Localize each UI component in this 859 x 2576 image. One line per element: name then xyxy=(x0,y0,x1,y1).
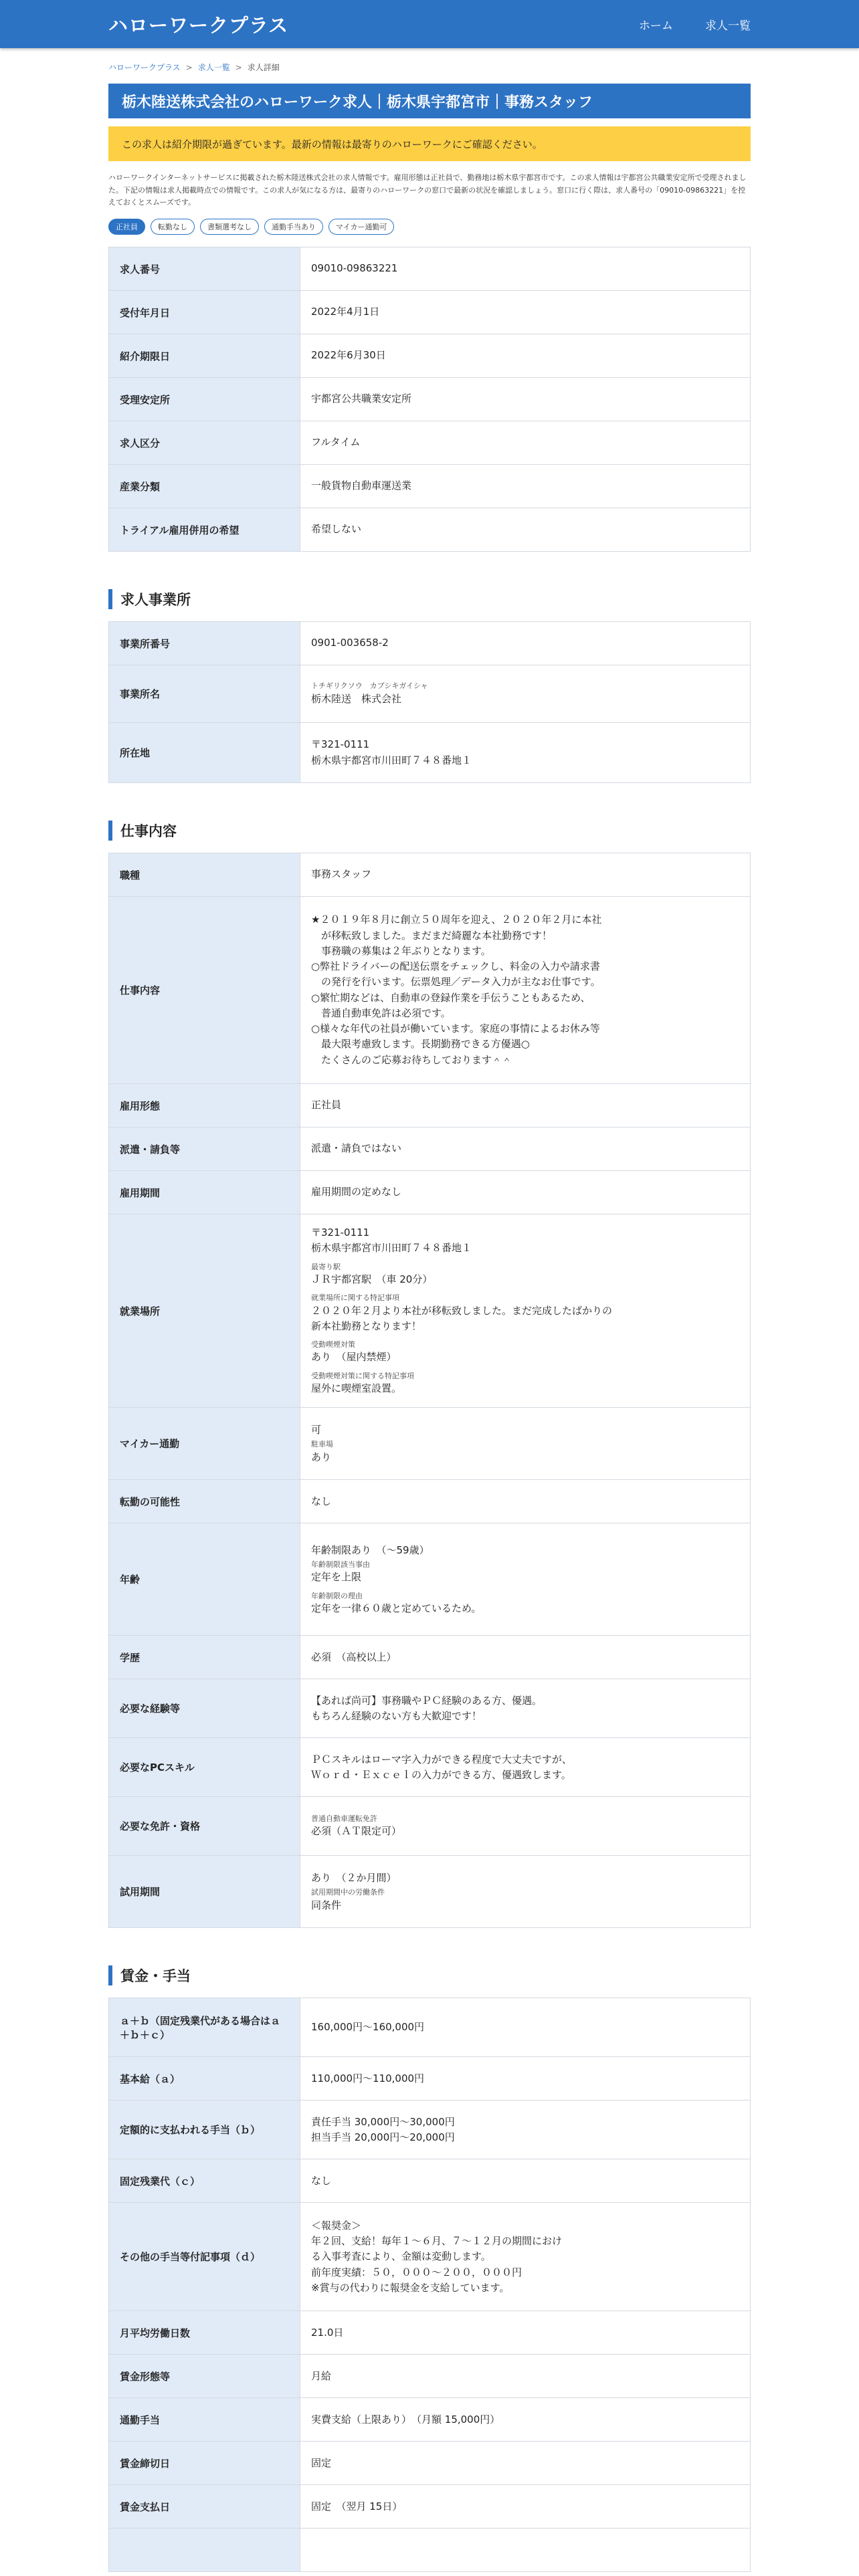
nearest-station: ＪＲ宇都宮駅 （車 20分） xyxy=(311,1273,433,1285)
office-zip: 〒321-0111 xyxy=(311,738,370,751)
row-label: 年齢 xyxy=(109,1523,300,1636)
office-address: 栃木県宇都宮市川田町７４８番地１ xyxy=(311,754,472,766)
sub-label: 受動喫煙対策 xyxy=(311,1340,355,1350)
expired-notice: この求人は紹介期限が過ぎています。最新の情報は最寄りのハローワークにご確認ください。 xyxy=(108,126,751,161)
row-label: 基本給（ａ） xyxy=(109,2057,300,2101)
tag-car-commute: マイカー通勤可 xyxy=(328,219,394,235)
row-label: 雇用形態 xyxy=(109,1084,300,1128)
age-limit: 年齢制限あり （〜59歳） xyxy=(311,1543,430,1556)
table-row xyxy=(109,1679,751,1738)
sub-label: 受動喫煙対策に関する特記事項 xyxy=(311,1371,414,1380)
pc-skills: ＰＣスキルはローマ字入力ができる程度で大丈夫ですが、 Ｗｏｒｄ・Ｅｘｃｅｌの入力ができる方、優遇致します。 xyxy=(300,1738,751,1797)
car-commute: 可 xyxy=(311,1423,322,1436)
sub-label: 就業場所に関する特記事項 xyxy=(311,1293,399,1303)
row-label: 学歴 xyxy=(109,1636,300,1679)
wage-type: 月給 xyxy=(300,2355,751,2398)
wage-closing-day: 固定 xyxy=(300,2442,751,2485)
table-row xyxy=(109,291,751,334)
row-label: 受理安定所 xyxy=(109,378,300,421)
age-cell xyxy=(300,1523,751,1636)
row-label: 事業所番号 xyxy=(109,622,300,665)
row-label: 産業分類 xyxy=(109,465,300,508)
office-name: 栃木陸送 株式会社 xyxy=(311,692,402,705)
education: 必須 （高校以上） xyxy=(300,1636,751,1679)
row-label: その他の手当等付記事項（ｄ） xyxy=(109,2203,300,2311)
row-label: ａ＋ｂ（固定残業代がある場合はａ＋ｂ＋ｃ） xyxy=(109,1998,300,2057)
table-row xyxy=(109,1408,751,1480)
site-header xyxy=(0,0,859,48)
age-limit-range: 定年を上限 xyxy=(311,1571,362,1584)
sub-label: 試用期間中の労働条件 xyxy=(311,1888,385,1897)
empty-cell xyxy=(300,2529,751,2572)
main-nav xyxy=(639,16,751,33)
workplace-zip: 〒321-0111 xyxy=(311,1226,370,1239)
industry: 一般貨物自動車運送業 xyxy=(300,465,751,508)
smoking-policy: あり （屋内禁煙） xyxy=(311,1351,397,1364)
table-row xyxy=(109,2529,751,2572)
breadcrumb-home-link[interactable]: ハローワークプラス xyxy=(108,63,181,72)
breadcrumb-current: 求人詳細 xyxy=(247,63,280,72)
table-row xyxy=(109,2485,751,2529)
table-row xyxy=(109,1480,751,1523)
table-row xyxy=(109,1797,751,1856)
trial-cell xyxy=(300,1856,751,1928)
breadcrumb-list-link[interactable]: 求人一覧 xyxy=(197,63,230,72)
table-row xyxy=(109,897,751,1084)
row-label: 雇用期間 xyxy=(109,1171,300,1214)
workplace-address: 栃木県宇都宮市川田町７４８番地１ xyxy=(311,1242,472,1255)
tag-list xyxy=(108,219,751,235)
tag-no-transfer: 転勤なし xyxy=(151,219,195,235)
intro-text: ハローワークインターネットサービスに掲載された栃木陸送株式会社の求人情報です。雇用形態は正社員で、勤務地は栃木県宇都宮市です。この求人情報は宇都宮公共職業安定所で受理されました。下記の情報は求人掲載時点での情報です。この求人が気になる方は、最寄りのハローワークの窓口で最新の状況を確認しましょう。窓口に行く際は、求人番号の「09010-09863221」を控えておくとスムーズです。 xyxy=(108,173,747,207)
table-row xyxy=(109,2159,751,2203)
table-row xyxy=(109,2398,751,2442)
row-label: 事業所名 xyxy=(109,665,300,723)
row-label: トライアル雇用併用の希望 xyxy=(109,508,300,552)
row-label: 求人区分 xyxy=(109,421,300,465)
row-label: 固定残業代（ｃ） xyxy=(109,2159,300,2203)
section-title-office: 求人事業所 xyxy=(108,589,751,609)
fixed-overtime: なし xyxy=(300,2159,751,2203)
license-requirement: 必須（ＡＴ限定可） xyxy=(311,1824,402,1837)
table-row xyxy=(109,1214,751,1408)
occupation: 事務スタッフ xyxy=(300,853,751,897)
table-row xyxy=(109,2101,751,2159)
tag-commute-allowance: 通勤手当あり xyxy=(264,219,323,235)
table-row xyxy=(109,421,751,465)
table-row xyxy=(109,1636,751,1679)
breadcrumb-separator: > xyxy=(235,62,242,72)
table-row xyxy=(109,247,751,291)
trial-employment: 希望しない xyxy=(300,508,751,552)
received-date: 2022年4月1日 xyxy=(300,291,751,334)
main-content xyxy=(108,62,751,2572)
wage-payday: 固定 （翌月 15日） xyxy=(300,2485,751,2529)
row-label: 求人番号 xyxy=(109,247,300,291)
row-label xyxy=(109,2529,300,2572)
smoking-note: 屋外に喫煙室設置。 xyxy=(311,1382,402,1395)
referral-deadline: 2022年6月30日 xyxy=(300,334,751,378)
table-row xyxy=(109,723,751,783)
trial-conditions: 同条件 xyxy=(311,1899,342,1911)
section-title-job: 仕事内容 xyxy=(108,821,751,841)
sub-label: 最寄り駅 xyxy=(311,1262,341,1271)
table-row xyxy=(109,378,751,421)
row-label: 所在地 xyxy=(109,723,300,783)
table-row xyxy=(109,1856,751,1928)
row-label: 就業場所 xyxy=(109,1214,300,1408)
workplace-cell xyxy=(300,1214,751,1408)
table-row xyxy=(109,1128,751,1171)
table-row xyxy=(109,2203,751,2311)
tag-no-document-screening: 書類選考なし xyxy=(200,219,259,235)
table-row xyxy=(109,465,751,508)
section-title-wage: 賃金・手当 xyxy=(108,1965,751,1985)
dispatch-status: 派遣・請負ではない xyxy=(300,1128,751,1171)
row-label: 受付年月日 xyxy=(109,291,300,334)
trial-period: あり （２か月間） xyxy=(311,1871,397,1884)
row-label: 必要なPCスキル xyxy=(109,1738,300,1797)
job-table xyxy=(108,853,751,1928)
sub-label: 年齢制限該当事由 xyxy=(311,1560,370,1569)
job-category: フルタイム xyxy=(300,421,751,465)
row-label: 仕事内容 xyxy=(109,897,300,1084)
transfer-possibility: なし xyxy=(300,1480,751,1523)
table-row xyxy=(109,2442,751,2485)
receiving-office: 宇都宮公共職業安定所 xyxy=(300,378,751,421)
table-row xyxy=(109,2355,751,2398)
nav-job-list-link[interactable]: 求人一覧 xyxy=(705,19,751,33)
table-row xyxy=(109,665,751,723)
table-row xyxy=(109,1738,751,1797)
office-name-cell xyxy=(300,665,751,723)
office-address-cell xyxy=(300,723,751,783)
table-row xyxy=(109,853,751,897)
row-label: 試用期間 xyxy=(109,1856,300,1928)
parking: あり xyxy=(311,1451,332,1463)
table-row xyxy=(109,334,751,378)
row-label: 月平均労働日数 xyxy=(109,2311,300,2355)
row-label: 紹介期限日 xyxy=(109,334,300,378)
table-row xyxy=(109,1998,751,2057)
breadcrumb-separator: > xyxy=(185,62,193,72)
nav-home-link[interactable]: ホーム xyxy=(639,19,673,33)
row-label: 必要な免許・資格 xyxy=(109,1797,300,1856)
employment-period: 雇用期間の定めなし xyxy=(300,1171,751,1214)
summary-table xyxy=(108,247,751,552)
site-logo[interactable]: ハローワークプラス xyxy=(108,13,289,37)
base-salary: 110,000円〜110,000円 xyxy=(300,2057,751,2101)
table-row xyxy=(109,508,751,552)
row-label: 派遣・請負等 xyxy=(109,1128,300,1171)
row-label: 職種 xyxy=(109,853,300,897)
row-label: 賃金締切日 xyxy=(109,2442,300,2485)
tag-employment-type: 正社員 xyxy=(108,219,145,235)
table-row xyxy=(109,622,751,665)
job-number: 09010-09863221 xyxy=(300,247,751,291)
row-label: 必要な経験等 xyxy=(109,1679,300,1738)
fixed-allowance-responsibility: 責任手当 30,000円〜30,000円 xyxy=(311,2115,455,2128)
car-commute-cell xyxy=(300,1408,751,1480)
row-label: 賃金支払日 xyxy=(109,2485,300,2529)
sub-label: 年齢制限の理由 xyxy=(311,1591,363,1600)
table-row xyxy=(109,2057,751,2101)
table-row xyxy=(109,1171,751,1214)
row-label: 定額的に支払われる手当（ｂ） xyxy=(109,2101,300,2159)
page-title: 栃木陸送株式会社のハローワーク求人｜栃木県宇都宮市｜事務スタッフ xyxy=(108,84,751,118)
other-allowances: ＜報奨金＞ 年２回、支給！毎年１〜６月、７〜１２月の期間におけ る入事考査により、金額は変動します。 前年度実績：５０，０００〜２００，０００円 ※賞与の代わりに報奨金を支給しています。 xyxy=(300,2203,751,2311)
office-table xyxy=(108,621,751,783)
row-label: マイカー通勤 xyxy=(109,1408,300,1480)
office-name-kana: トチギリクソウ カブシキガイシャ xyxy=(311,681,428,691)
wage-table xyxy=(108,1998,751,2572)
sub-label: 駐車場 xyxy=(311,1440,333,1449)
required-experience: 【あれば尚可】事務職やＰＣ経験のある方、優遇。 もちろん経験のない方も大歓迎です！ xyxy=(300,1679,751,1738)
age-reason: 定年を一律６０歳と定めているため。 xyxy=(311,1602,482,1614)
fixed-allowance-cell xyxy=(300,2101,751,2159)
license-cell xyxy=(300,1797,751,1856)
table-row xyxy=(109,1084,751,1128)
row-label: 通勤手当 xyxy=(109,2398,300,2442)
workplace-note: ２０２０年２月より本社が移転致しました。まだ完成したばかりの 新本社勤務となります！ xyxy=(311,1304,613,1332)
breadcrumb xyxy=(108,62,751,73)
employment-type: 正社員 xyxy=(300,1084,751,1128)
total-wage: 160,000円〜160,000円 xyxy=(300,1998,751,2057)
license-type: 普通自動車運転免許 xyxy=(311,1814,377,1823)
row-label: 転勤の可能性 xyxy=(109,1480,300,1523)
table-row xyxy=(109,1523,751,1636)
fixed-allowance-assignment: 担当手当 20,000円〜20,000円 xyxy=(311,2131,455,2143)
row-label: 賃金形態等 xyxy=(109,2355,300,2398)
monthly-work-days: 21.0日 xyxy=(300,2311,751,2355)
commute-allowance: 実費支給（上限あり） （月額 15,000円） xyxy=(300,2398,751,2442)
table-row xyxy=(109,2311,751,2355)
job-description: ★２０１９年８月に創立５０周年を迎え、２０２０年２月に本社 が移転致しました。まだまだ綺麗な本社勤務です！ 事務職の募集は２年ぶりとなります。 ○弊社ドライバーの配送伝票をチェックし、料金の入力や請求書 の発行を行います。伝票処理／データ入力が主なお仕事です。 ○繁忙期などは、自動車の登録作業を手伝うこともあるため、 普通自動車免許は必須です。 ○様々な年代の社員が働いています。家庭の事情によるお休み等 最大限考慮致します。長期勤務できる方優遇○ たくさんのご応募お待ちしております＾＾ xyxy=(300,897,751,1084)
office-number: 0901-003658-2 xyxy=(300,622,751,665)
